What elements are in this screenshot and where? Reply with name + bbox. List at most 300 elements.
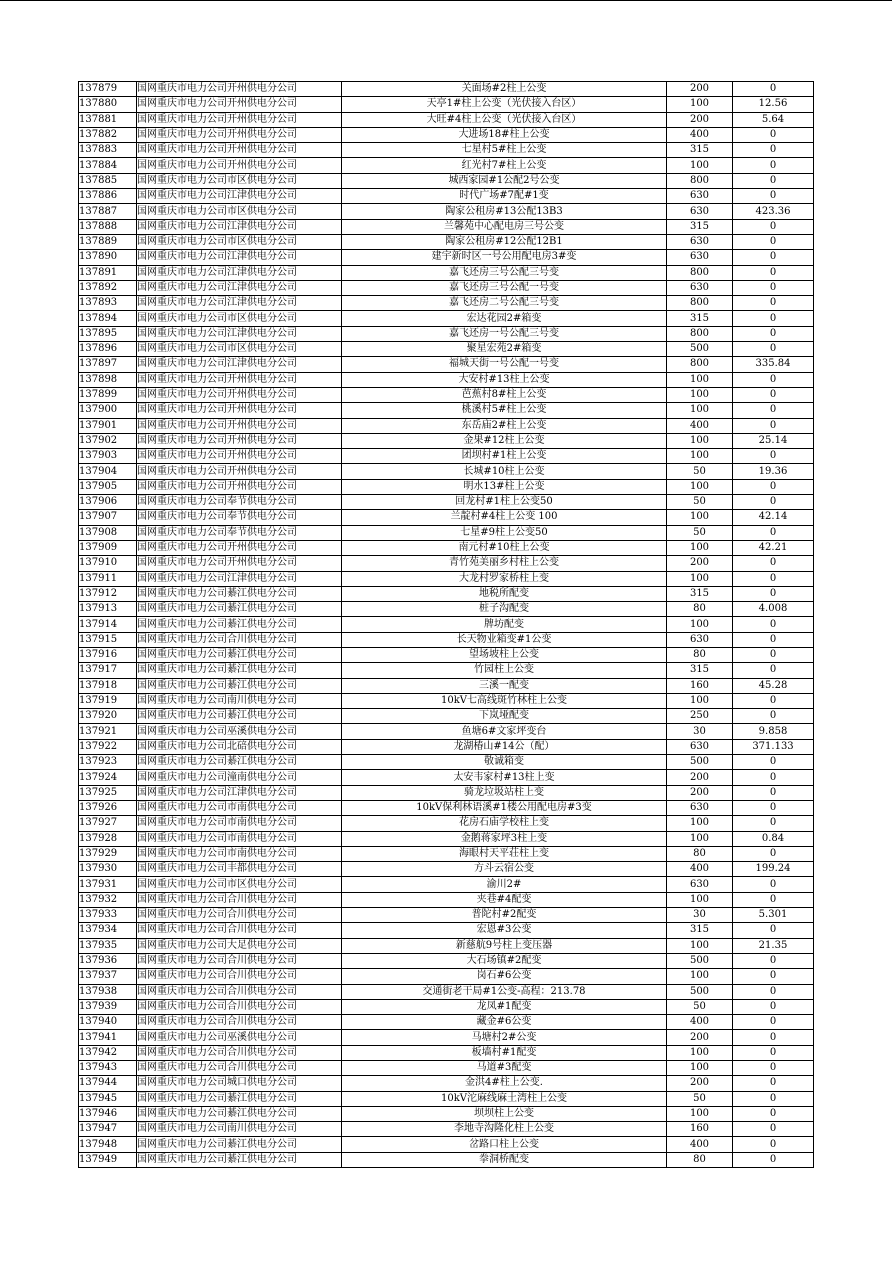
value-cell: 9.858: [733, 724, 814, 739]
row-id-cell: 137907: [79, 510, 137, 525]
company-cell: 国网重庆市电力公司合川供电分公司: [137, 999, 342, 1014]
company-cell: 国网重庆市电力公司江津供电分公司: [137, 189, 342, 204]
capacity-cell: 630: [667, 800, 733, 815]
table-row: [79, 800, 814, 815]
capacity-cell: 315: [667, 923, 733, 938]
company-cell: 国网重庆市电力公司开州供电分公司: [137, 112, 342, 127]
capacity-cell: 30: [667, 908, 733, 923]
transformer-name-cell: 大龙村罗家桥柱上变: [342, 571, 667, 586]
value-cell: 0: [733, 1015, 814, 1030]
value-cell: 0: [733, 280, 814, 295]
table-row: [79, 219, 814, 234]
value-cell: 0: [733, 1137, 814, 1152]
value-cell: 0: [733, 800, 814, 815]
table-row: [79, 1076, 814, 1091]
value-cell: 0: [733, 173, 814, 188]
capacity-cell: 630: [667, 204, 733, 219]
company-cell: 国网重庆市电力公司江津供电分公司: [137, 785, 342, 800]
row-id-cell: 137914: [79, 617, 137, 632]
company-cell: 国网重庆市电力公司开州供电分公司: [137, 372, 342, 387]
row-id-cell: 137905: [79, 479, 137, 494]
capacity-cell: 80: [667, 1152, 733, 1167]
row-id-cell: 137883: [79, 143, 137, 158]
row-id-cell: 137887: [79, 204, 137, 219]
company-cell: 国网重庆市电力公司南川供电分公司: [137, 693, 342, 708]
row-id-cell: 137928: [79, 831, 137, 846]
table-row: [79, 571, 814, 586]
capacity-cell: 100: [667, 1061, 733, 1076]
company-cell: 国网重庆市电力公司奉节供电分公司: [137, 510, 342, 525]
capacity-cell: 400: [667, 1015, 733, 1030]
capacity-cell: 100: [667, 831, 733, 846]
value-cell: 45.28: [733, 678, 814, 693]
table-row: [79, 112, 814, 127]
transformer-name-cell: 金鹅蒋家坪3柱上变: [342, 831, 667, 846]
transformer-name-cell: 嘉飞还房一号公配三号变: [342, 326, 667, 341]
table-row: [79, 265, 814, 280]
row-id-cell: 137948: [79, 1137, 137, 1152]
table-row: [79, 831, 814, 846]
capacity-cell: 100: [667, 938, 733, 953]
transformer-name-cell: 东岳庙2#柱上公变: [342, 418, 667, 433]
row-id-cell: 137929: [79, 846, 137, 861]
company-cell: 国网重庆市电力公司江津供电分公司: [137, 250, 342, 265]
transformer-name-cell: 大进场18#柱上公变: [342, 127, 667, 142]
transformer-name-cell: 坝坝柱上公变: [342, 1106, 667, 1121]
capacity-cell: 630: [667, 877, 733, 892]
value-cell: 0: [733, 816, 814, 831]
row-id-cell: 137921: [79, 724, 137, 739]
transformer-name-cell: 陶家公租房#13公配13B3: [342, 204, 667, 219]
table-row: [79, 158, 814, 173]
transformer-name-cell: 兰靛村#4柱上公变 100: [342, 510, 667, 525]
row-id-cell: 137942: [79, 1045, 137, 1060]
value-cell: 0: [733, 1122, 814, 1137]
company-cell: 国网重庆市电力公司北碚供电分公司: [137, 739, 342, 754]
company-cell: 国网重庆市电力公司江津供电分公司: [137, 219, 342, 234]
capacity-cell: 100: [667, 1106, 733, 1121]
data-table: [78, 81, 814, 1168]
table-row: [79, 755, 814, 770]
transformer-name-cell: 鱼塘6#文家坪变台: [342, 724, 667, 739]
capacity-cell: 100: [667, 1045, 733, 1060]
company-cell: 国网重庆市电力公司奉节供电分公司: [137, 495, 342, 510]
capacity-cell: 100: [667, 571, 733, 586]
row-id-cell: 137894: [79, 311, 137, 326]
transformer-name-cell: 新慈航9号柱上变压器: [342, 938, 667, 953]
row-id-cell: 137886: [79, 189, 137, 204]
company-cell: 国网重庆市电力公司合川供电分公司: [137, 1045, 342, 1060]
table-row: [79, 449, 814, 464]
table-row: [79, 326, 814, 341]
company-cell: 国网重庆市电力公司綦江供电分公司: [137, 1152, 342, 1167]
row-id-cell: 137920: [79, 709, 137, 724]
row-id-cell: 137927: [79, 816, 137, 831]
table-row: [79, 647, 814, 662]
row-id-cell: 137899: [79, 387, 137, 402]
row-id-cell: 137915: [79, 632, 137, 647]
table-row: [79, 892, 814, 907]
table-row: [79, 923, 814, 938]
table-row: [79, 862, 814, 877]
table-row: [79, 1015, 814, 1030]
table-row: [79, 785, 814, 800]
row-id-cell: 137941: [79, 1030, 137, 1045]
table-row: [79, 82, 814, 97]
transformer-name-cell: 大旺#4柱上公变（光伏接入台区）: [342, 112, 667, 127]
company-cell: 国网重庆市电力公司綦江供电分公司: [137, 1106, 342, 1121]
table-row: [79, 999, 814, 1014]
value-cell: 0: [733, 693, 814, 708]
transformer-name-cell: 芭蕉村8#柱上公变: [342, 387, 667, 402]
table-row: [79, 969, 814, 984]
transformer-name-cell: 下岚垭配变: [342, 709, 667, 724]
capacity-cell: 800: [667, 296, 733, 311]
capacity-cell: 100: [667, 372, 733, 387]
transformer-name-cell: 马道#3配变: [342, 1061, 667, 1076]
transformer-name-cell: 牌坊配变: [342, 617, 667, 632]
capacity-cell: 100: [667, 969, 733, 984]
value-cell: 0: [733, 296, 814, 311]
company-cell: 国网重庆市电力公司綦江供电分公司: [137, 1137, 342, 1152]
transformer-name-cell: 大石场镇#2配变: [342, 953, 667, 968]
transformer-name-cell: 三溪一配变: [342, 678, 667, 693]
transformer-name-cell: 嘉飞还房三号公配一号变: [342, 280, 667, 295]
company-cell: 国网重庆市电力公司开州供电分公司: [137, 143, 342, 158]
row-id-cell: 137918: [79, 678, 137, 693]
capacity-cell: 100: [667, 693, 733, 708]
table-row: [79, 403, 814, 418]
value-cell: 0: [733, 418, 814, 433]
company-cell: 国网重庆市电力公司南川供电分公司: [137, 1122, 342, 1137]
row-id-cell: 137944: [79, 1076, 137, 1091]
transformer-name-cell: 夹巷#4配变: [342, 892, 667, 907]
value-cell: 0: [733, 82, 814, 97]
company-cell: 国网重庆市电力公司开州供电分公司: [137, 82, 342, 97]
company-cell: 国网重庆市电力公司合川供电分公司: [137, 908, 342, 923]
capacity-cell: 630: [667, 250, 733, 265]
value-cell: 0: [733, 556, 814, 571]
company-cell: 国网重庆市电力公司江津供电分公司: [137, 326, 342, 341]
company-cell: 国网重庆市电力公司开州供电分公司: [137, 479, 342, 494]
table-row: [79, 357, 814, 372]
value-cell: 0: [733, 1152, 814, 1167]
value-cell: 0: [733, 265, 814, 280]
row-id-cell: 137903: [79, 449, 137, 464]
value-cell: 5.64: [733, 112, 814, 127]
row-id-cell: 137917: [79, 663, 137, 678]
table-row: [79, 556, 814, 571]
value-cell: 4.008: [733, 602, 814, 617]
row-id-cell: 137900: [79, 403, 137, 418]
row-id-cell: 137931: [79, 877, 137, 892]
value-cell: 0: [733, 326, 814, 341]
value-cell: 0: [733, 999, 814, 1014]
capacity-cell: 50: [667, 999, 733, 1014]
company-cell: 国网重庆市电力公司市区供电分公司: [137, 234, 342, 249]
transformer-name-cell: 天亭1#柱上公变（光伏接入台区）: [342, 97, 667, 112]
company-cell: 国网重庆市电力公司合川供电分公司: [137, 923, 342, 938]
transformer-name-cell: 李地寺沟隆化柱上公变: [342, 1122, 667, 1137]
capacity-cell: 100: [667, 433, 733, 448]
row-id-cell: 137947: [79, 1122, 137, 1137]
row-id-cell: 137890: [79, 250, 137, 265]
table-row: [79, 143, 814, 158]
transformer-name-cell: 长天物业箱变#1公变: [342, 632, 667, 647]
row-id-cell: 137911: [79, 571, 137, 586]
row-id-cell: 137932: [79, 892, 137, 907]
table-row: [79, 953, 814, 968]
table-row: [79, 250, 814, 265]
company-cell: 国网重庆市电力公司开州供电分公司: [137, 127, 342, 142]
capacity-cell: 630: [667, 632, 733, 647]
value-cell: 0: [733, 372, 814, 387]
capacity-cell: 100: [667, 403, 733, 418]
table-row: [79, 1122, 814, 1137]
transformer-name-cell: 长城#10柱上公变: [342, 464, 667, 479]
capacity-cell: 100: [667, 510, 733, 525]
transformer-name-cell: 海眼村天平荘柱上变: [342, 846, 667, 861]
row-id-cell: 137885: [79, 173, 137, 188]
value-cell: 0: [733, 663, 814, 678]
row-id-cell: 137909: [79, 540, 137, 555]
capacity-cell: 160: [667, 1122, 733, 1137]
value-cell: 0: [733, 770, 814, 785]
capacity-cell: 315: [667, 311, 733, 326]
value-cell: 0: [733, 449, 814, 464]
row-id-cell: 137881: [79, 112, 137, 127]
company-cell: 国网重庆市电力公司市南供电分公司: [137, 816, 342, 831]
company-cell: 国网重庆市电力公司市南供电分公司: [137, 800, 342, 815]
transformer-name-cell: 嘉飞还房二号公配三号变: [342, 296, 667, 311]
capacity-cell: 500: [667, 984, 733, 999]
value-cell: 335.84: [733, 357, 814, 372]
company-cell: 国网重庆市电力公司綦江供电分公司: [137, 663, 342, 678]
transformer-name-cell: 南元村#10柱上公变: [342, 540, 667, 555]
value-cell: 0: [733, 785, 814, 800]
transformer-name-cell: 建宇新时区一号公用配电房3#变: [342, 250, 667, 265]
table-row: [79, 510, 814, 525]
capacity-cell: 630: [667, 739, 733, 754]
table-row: [79, 739, 814, 754]
value-cell: 19.36: [733, 464, 814, 479]
company-cell: 国网重庆市电力公司市区供电分公司: [137, 204, 342, 219]
transformer-name-cell: 板墙村#1配变: [342, 1045, 667, 1060]
company-cell: 国网重庆市电力公司合川供电分公司: [137, 1015, 342, 1030]
company-cell: 国网重庆市电力公司江津供电分公司: [137, 280, 342, 295]
value-cell: 42.14: [733, 510, 814, 525]
capacity-cell: 250: [667, 709, 733, 724]
table-row: [79, 1152, 814, 1167]
row-id-cell: 137916: [79, 647, 137, 662]
capacity-cell: 315: [667, 219, 733, 234]
value-cell: 0: [733, 969, 814, 984]
transformer-name-cell: 花房石庙学校柱上变: [342, 816, 667, 831]
value-cell: 371.133: [733, 739, 814, 754]
value-cell: 0: [733, 1076, 814, 1091]
transformer-name-cell: 回龙村#1柱上公变50: [342, 495, 667, 510]
table-row: [79, 693, 814, 708]
company-cell: 国网重庆市电力公司开州供电分公司: [137, 418, 342, 433]
row-id-cell: 137908: [79, 525, 137, 540]
value-cell: 0: [733, 984, 814, 999]
table-row: [79, 479, 814, 494]
value-cell: 0: [733, 311, 814, 326]
value-cell: 199.24: [733, 862, 814, 877]
company-cell: 国网重庆市电力公司开州供电分公司: [137, 158, 342, 173]
transformer-name-cell: 10kV保利林语溪#1楼公用配电房#3变: [342, 800, 667, 815]
capacity-cell: 400: [667, 418, 733, 433]
capacity-cell: 100: [667, 617, 733, 632]
capacity-cell: 200: [667, 1030, 733, 1045]
company-cell: 国网重庆市电力公司巫溪供电分公司: [137, 724, 342, 739]
company-cell: 国网重庆市电力公司开州供电分公司: [137, 403, 342, 418]
value-cell: 0: [733, 219, 814, 234]
value-cell: 0: [733, 525, 814, 540]
table-row: [79, 342, 814, 357]
capacity-cell: 100: [667, 449, 733, 464]
row-id-cell: 137937: [79, 969, 137, 984]
value-cell: 0: [733, 709, 814, 724]
value-cell: 0: [733, 846, 814, 861]
transformer-name-cell: 藏金#6公变: [342, 1015, 667, 1030]
transformer-name-cell: 拳洞桥配变: [342, 1152, 667, 1167]
transformer-name-cell: 时代广场#7配#1变: [342, 189, 667, 204]
row-id-cell: 137946: [79, 1106, 137, 1121]
row-id-cell: 137879: [79, 82, 137, 97]
row-id-cell: 137892: [79, 280, 137, 295]
table-row: [79, 296, 814, 311]
row-id-cell: 137880: [79, 97, 137, 112]
transformer-name-cell: 七星村5#柱上公变: [342, 143, 667, 158]
page-top-border: [0, 0, 892, 1]
capacity-cell: 400: [667, 127, 733, 142]
transformer-name-cell: 桩子沟配变: [342, 602, 667, 617]
table-row: [79, 1137, 814, 1152]
transformer-name-cell: 青竹苑美丽乡村柱上公变: [342, 556, 667, 571]
transformer-name-cell: 地税所配变: [342, 586, 667, 601]
capacity-cell: 630: [667, 189, 733, 204]
table-row: [79, 464, 814, 479]
company-cell: 国网重庆市电力公司开州供电分公司: [137, 387, 342, 402]
table-row: [79, 1106, 814, 1121]
capacity-cell: 200: [667, 785, 733, 800]
value-cell: 21.35: [733, 938, 814, 953]
value-cell: 42.21: [733, 540, 814, 555]
capacity-cell: 500: [667, 755, 733, 770]
table-row: [79, 495, 814, 510]
table-row: [79, 433, 814, 448]
table-row: [79, 1030, 814, 1045]
transformer-name-cell: 太安韦家村#13柱上变: [342, 770, 667, 785]
company-cell: 国网重庆市电力公司巫溪供电分公司: [137, 1030, 342, 1045]
capacity-cell: 100: [667, 816, 733, 831]
row-id-cell: 137906: [79, 495, 137, 510]
value-cell: 0: [733, 1045, 814, 1060]
company-cell: 国网重庆市电力公司綦江供电分公司: [137, 647, 342, 662]
row-id-cell: 137935: [79, 938, 137, 953]
row-id-cell: 137934: [79, 923, 137, 938]
row-id-cell: 137891: [79, 265, 137, 280]
transformer-name-cell: 七星#9柱上公变50: [342, 525, 667, 540]
capacity-cell: 80: [667, 647, 733, 662]
capacity-cell: 80: [667, 602, 733, 617]
value-cell: 25.14: [733, 433, 814, 448]
transformer-name-cell: 大安村#13柱上公变: [342, 372, 667, 387]
value-cell: 423.36: [733, 204, 814, 219]
transformer-name-cell: 渝川2#: [342, 877, 667, 892]
value-cell: 0: [733, 755, 814, 770]
value-cell: 0: [733, 1030, 814, 1045]
company-cell: 国网重庆市电力公司綦江供电分公司: [137, 617, 342, 632]
capacity-cell: 630: [667, 280, 733, 295]
row-id-cell: 137945: [79, 1091, 137, 1106]
capacity-cell: 400: [667, 862, 733, 877]
row-id-cell: 137902: [79, 433, 137, 448]
value-cell: 0: [733, 387, 814, 402]
table-row: [79, 770, 814, 785]
value-cell: 0: [733, 923, 814, 938]
capacity-cell: 800: [667, 265, 733, 280]
table-row: [79, 97, 814, 112]
row-id-cell: 137912: [79, 586, 137, 601]
value-cell: 0: [733, 1061, 814, 1076]
transformer-name-cell: 陶家公租房#12公配12B1: [342, 234, 667, 249]
row-id-cell: 137888: [79, 219, 137, 234]
table-row: [79, 816, 814, 831]
transformer-name-cell: 嘉飞还房三号公配三号变: [342, 265, 667, 280]
company-cell: 国网重庆市电力公司江津供电分公司: [137, 265, 342, 280]
table-body: [79, 82, 814, 1168]
capacity-cell: 800: [667, 326, 733, 341]
company-cell: 国网重庆市电力公司合川供电分公司: [137, 969, 342, 984]
row-id-cell: 137882: [79, 127, 137, 142]
value-cell: 0: [733, 342, 814, 357]
table-row: [79, 418, 814, 433]
transformer-name-cell: 团坝村#1柱上公变: [342, 449, 667, 464]
capacity-cell: 200: [667, 82, 733, 97]
capacity-cell: 30: [667, 724, 733, 739]
table-row: [79, 234, 814, 249]
company-cell: 国网重庆市电力公司合川供电分公司: [137, 1061, 342, 1076]
table-row: [79, 846, 814, 861]
capacity-cell: 100: [667, 479, 733, 494]
capacity-cell: 50: [667, 525, 733, 540]
table-row: [79, 280, 814, 295]
capacity-cell: 200: [667, 770, 733, 785]
table-row: [79, 678, 814, 693]
company-cell: 国网重庆市电力公司丰都供电分公司: [137, 862, 342, 877]
value-cell: 0: [733, 647, 814, 662]
company-cell: 国网重庆市电力公司綦江供电分公司: [137, 1091, 342, 1106]
capacity-cell: 100: [667, 158, 733, 173]
value-cell: 0: [733, 143, 814, 158]
transformer-name-cell: 红光村7#柱上公变: [342, 158, 667, 173]
table-row: [79, 908, 814, 923]
company-cell: 国网重庆市电力公司大足供电分公司: [137, 938, 342, 953]
company-cell: 国网重庆市电力公司江津供电分公司: [137, 571, 342, 586]
transformer-name-cell: 岔路口柱上公变: [342, 1137, 667, 1152]
company-cell: 国网重庆市电力公司开州供电分公司: [137, 540, 342, 555]
capacity-cell: 50: [667, 464, 733, 479]
value-cell: 0: [733, 158, 814, 173]
company-cell: 国网重庆市电力公司开州供电分公司: [137, 97, 342, 112]
capacity-cell: 400: [667, 1137, 733, 1152]
row-id-cell: 137904: [79, 464, 137, 479]
table-row: [79, 173, 814, 188]
company-cell: 国网重庆市电力公司市区供电分公司: [137, 311, 342, 326]
transformer-name-cell: 方斗云宿公变: [342, 862, 667, 877]
